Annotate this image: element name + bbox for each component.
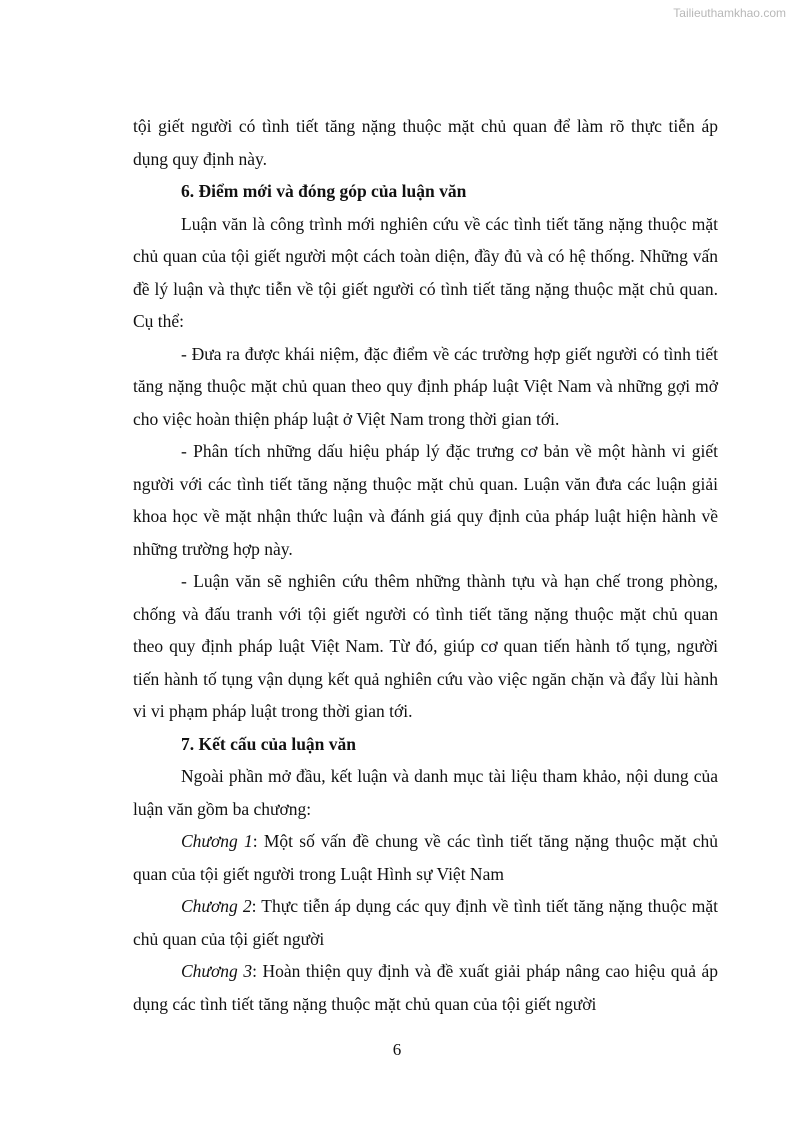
- bullet-paragraph: - Luận văn sẽ nghiên cứu thêm những thành tựu và hạn chế trong phòng, chống và đấu tranh với tội giết người có tình tiết tăng nặng thuộc mặt chủ quan theo quy định pháp luật Việt Nam. Từ đó, giúp cơ quan tiến hành tố tụng, người tiến hành tố tụng vận dụng kết quả nghiên cứu vào việc ngăn chặn và đẩy lùi hành vi vi phạm pháp luật trong thời gian tới.: [133, 571, 718, 721]
- chapter-label: Chương 3: [181, 961, 253, 981]
- paragraph: Ngoài phần mở đầu, kết luận và danh mục tài liệu tham khảo, nội dung của luận văn gồm ba chương:: [133, 766, 718, 819]
- chapter-entry-2: [133, 890, 718, 955]
- paragraph: Luận văn là công trình mới nghiên cứu về các tình tiết tăng nặng thuộc mặt chủ quan của tội giết người một cách toàn diện, đầy đủ và có hệ thống. Những vấn đề lý luận và thực tiễn về tội giết người có tình tiết tăng nặng thuộc mặt chủ quan. Cụ thể:: [133, 213, 718, 331]
- section-heading-7: 7. Kết cấu của luận văn: [181, 733, 357, 754]
- chapter-entry-1: [133, 825, 718, 890]
- page-number: 6: [392, 1040, 402, 1059]
- paragraph-continuation: tội giết người có tình tiết tăng nặng thuộc mặt chủ quan để làm rõ thực tiễn áp dụng quy định này.: [133, 116, 718, 169]
- watermark: Tailieuthamkhao.com: [673, 6, 786, 20]
- chapter-label: Chương 1: [181, 831, 253, 851]
- bullet-paragraph: - Đưa ra được khái niệm, đặc điểm về các trường hợp giết người có tình tiết tăng nặng thuộc mặt chủ quan theo quy định pháp luật Việt Nam và những gợi mở cho việc hoàn thiện pháp luật ở Việt Nam trong thời gian tới.: [133, 343, 718, 429]
- chapter-description: : Một số vấn đề chung về các tình tiết tăng nặng thuộc mặt chủ quan của tội giết người trong Luật Hình sự Việt Nam: [133, 831, 718, 884]
- document-body: [133, 110, 718, 1020]
- chapter-entry-3: [133, 955, 718, 1020]
- section-heading-6: 6. Điểm mới và đóng góp của luận văn: [181, 181, 467, 201]
- chapter-label: Chương 2: [181, 896, 252, 916]
- chapter-description: : Thực tiễn áp dụng các quy định về tình tiết tăng nặng thuộc mặt chủ quan của tội giết người: [133, 896, 718, 949]
- bullet-paragraph: - Phân tích những dấu hiệu pháp lý đặc trưng cơ bản về một hành vi giết người với các tình tiết tăng nặng thuộc mặt chủ quan. Luận văn đưa các luận giải khoa học về mặt nhận thức luận và đánh giá quy định của pháp luật hiện hành về những trường hợp này.: [133, 441, 718, 559]
- chapter-description: : Hoàn thiện quy định và đề xuất giải pháp nâng cao hiệu quả áp dụng các tình tiết tăng nặng thuộc mặt chủ quan của tội giết người: [133, 961, 718, 1014]
